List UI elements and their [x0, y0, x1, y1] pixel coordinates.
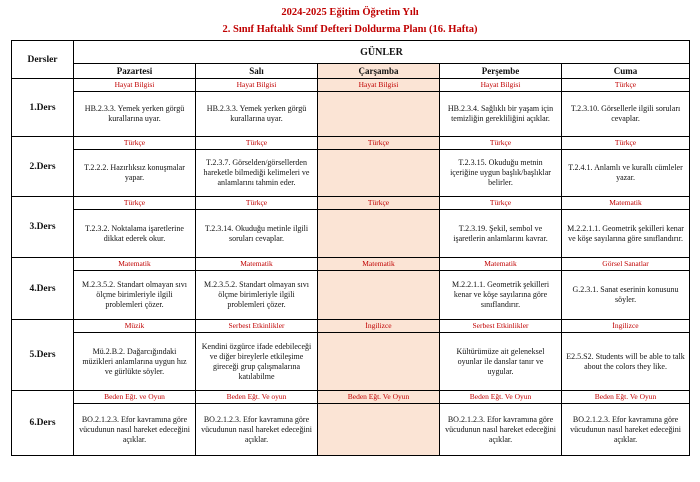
titles — [0, 0, 700, 36]
objective-text: G.2.3.1. Sanat eserinin konusunu söyler. — [572, 285, 679, 304]
objective-text: T.2.3.15. Okuduğu metnin içeriğine uygun başlık/başlıklar belirler. — [450, 158, 551, 187]
objective-text: HB.2.3.4. Sağlıklı bir yaşam için temizliğin gerekliliğini açıklar. — [447, 104, 554, 123]
lesson-label: 4.Ders — [12, 258, 74, 320]
gunler-header: GÜNLER — [74, 41, 690, 64]
subject-label: Matematik — [440, 258, 561, 271]
cell-tuesday — [196, 320, 318, 391]
objective-text: M.2.2.1.1. Geometrik şekilleri kenar ve köşe sayılarına göre sınıflandırır. — [567, 223, 684, 243]
cell-wednesday — [318, 137, 440, 197]
objective-text: HB.2.3.3. Yemek yerken görgü kurallarına uyar. — [84, 104, 185, 123]
objective-text: T.2.2.2. Hazırlıksız konuşmalar yapar. — [84, 163, 185, 182]
subject-label: Serbest Etkinlikler — [196, 320, 317, 333]
cell-monday — [74, 137, 196, 197]
objective-text — [318, 404, 439, 455]
cell-monday — [74, 258, 196, 320]
objective-text: HB.2.3.3. Yemek yerken görgü kurallarına uyar. — [206, 104, 307, 123]
cell-tuesday — [196, 137, 318, 197]
cell-tuesday — [196, 79, 318, 137]
subject-label: Beden Eğt. Ve Oyun — [562, 391, 689, 404]
subject-label: Hayat Bilgisi — [440, 79, 561, 92]
subject-label: Beden Eğt. Ve Oyun — [318, 391, 439, 404]
lesson-label: 5.Ders — [12, 320, 74, 391]
objective-text: Kendini özgürce ifade edebileceği ve diğer bireylerle etkileşime gireceği grup çalışmalarına katılabilme — [201, 341, 312, 381]
objective-text — [318, 210, 439, 257]
page-title: 2024-2025 Eğitim Öğretim Yılı — [281, 7, 419, 18]
cell-thursday — [440, 197, 562, 258]
subject-label: İngilizce — [562, 320, 689, 333]
objective-text: T.2.3.7. Görselden/görsellerden hareketle bilmediği kelimeleri ve anlamlarını tahmin eder. — [203, 158, 310, 187]
subject-label: Türkçe — [318, 197, 439, 210]
objective-text: BO.2.1.2.3. Efor kavramına göre vücudunun nasıl hareket edeceğini açıklar. — [79, 414, 190, 444]
cell-friday — [562, 197, 690, 258]
subject-label: Hayat Bilgisi — [318, 79, 439, 92]
objective-text — [318, 271, 439, 319]
cell-tuesday — [196, 258, 318, 320]
cell-thursday — [440, 320, 562, 391]
cell-thursday — [440, 391, 562, 456]
objective-text — [318, 92, 439, 136]
objective-text: T.2.3.14. Okuduğu metinle ilgili soruları cevaplar. — [204, 223, 309, 243]
cell-wednesday — [318, 79, 440, 137]
objective-text: M.2.3.5.2. Standart olmayan sıvı ölçme birimleriyle ilgili problemleri çözer. — [82, 280, 187, 309]
subject-label: Türkçe — [74, 137, 195, 150]
objective-text: T.2.3.2. Noktalama işaretlerine dikkat ederek okur. — [85, 223, 184, 243]
cell-wednesday — [318, 197, 440, 258]
objective-text: T.2.3.10. Görsellerle ilgili soruları cevaplar. — [570, 104, 681, 123]
lesson-row — [12, 79, 690, 137]
lesson-row — [12, 197, 690, 258]
cell-monday — [74, 79, 196, 137]
cell-thursday — [440, 79, 562, 137]
objective-text: T.2.4.1. Anlamlı ve kurallı cümleler yazar. — [568, 163, 683, 182]
lesson-row — [12, 258, 690, 320]
cell-friday — [562, 391, 690, 456]
schedule-table — [11, 40, 690, 456]
cell-friday — [562, 79, 690, 137]
subject-label: Beden Eğt. Ve oyun — [196, 391, 317, 404]
cell-tuesday — [196, 391, 318, 456]
day-tuesday: Salı — [196, 64, 318, 79]
lesson-label: 2.Ders — [12, 137, 74, 197]
subject-label: Serbest Etkinlikler — [440, 320, 561, 333]
cell-wednesday — [318, 320, 440, 391]
lesson-label: 6.Ders — [12, 391, 74, 456]
subject-label: Hayat Bilgisi — [196, 79, 317, 92]
cell-friday — [562, 320, 690, 391]
subject-label: Türkçe — [440, 137, 561, 150]
cell-thursday — [440, 137, 562, 197]
cell-tuesday — [196, 197, 318, 258]
cell-friday — [562, 137, 690, 197]
objective-text: BO.2.1.2.3. Efor kavramına göre vücudunun nasıl hareket edeceğini açıklar. — [201, 414, 312, 444]
subject-label: Beden Eğt. Ve Oyun — [440, 391, 561, 404]
day-monday: Pazartesi — [74, 64, 196, 79]
day-thursday: Perşembe — [440, 64, 562, 79]
objective-text: E2.5.S2. Students will be able to talk about the colors they like. — [566, 351, 685, 371]
lesson-label: 1.Ders — [12, 79, 74, 137]
subject-label: Müzik — [74, 320, 195, 333]
cell-wednesday — [318, 391, 440, 456]
subject-label: Türkçe — [562, 137, 689, 150]
page-subtitle: 2. Sınıf Haftalık Sınıf Defteri Doldurma Planı (16. Hafta) — [222, 24, 478, 35]
lesson-row — [12, 320, 690, 391]
cell-monday — [74, 320, 196, 391]
lesson-row — [12, 137, 690, 197]
cell-wednesday — [318, 258, 440, 320]
subject-label: Türkçe — [196, 137, 317, 150]
objective-text: Mü.2.B.2. Dağarcığındaki müzikleri anlamlarına uygun hız ve gürlükte söyler. — [82, 346, 187, 376]
cell-thursday — [440, 258, 562, 320]
lesson-row — [12, 391, 690, 456]
cell-monday — [74, 197, 196, 258]
cell-friday — [562, 258, 690, 320]
subject-label: Hayat Bilgisi — [74, 79, 195, 92]
objective-text: BO.2.1.2.3. Efor kavramına göre vücudunun nasıl hareket edeceğini açıklar. — [445, 414, 556, 444]
subject-label: İngilizce — [318, 320, 439, 333]
objective-text: M.2.3.5.2. Standart olmayan sıvı ölçme birimleriyle ilgili problemleri çözer. — [204, 280, 309, 309]
objective-text: T.2.3.19. Şekil, sembol ve işaretlerin anlamlarını kavrar. — [453, 223, 548, 243]
objective-text — [318, 150, 439, 196]
objective-text: Kültürümüze ait geleneksel oyunlar ile danslar tanır ve uygular. — [456, 346, 545, 376]
lesson-label: 3.Ders — [12, 197, 74, 258]
subject-label: Matematik — [196, 258, 317, 271]
subject-label: Matematik — [318, 258, 439, 271]
day-friday: Cuma — [562, 64, 690, 79]
objective-text: BO.2.1.2.3. Efor kavramına göre vücudunun nasıl hareket edeceğini açıklar. — [570, 414, 681, 444]
day-wednesday: Çarşamba — [318, 64, 440, 79]
cell-monday — [74, 391, 196, 456]
subject-label: Görsel Sanatlar — [562, 258, 689, 271]
subject-label: Türkçe — [318, 137, 439, 150]
subject-label: Türkçe — [440, 197, 561, 210]
objective-text: M.2.2.1.1. Geometrik şekilleri kenar ve köşe sayılarına göre sınıflandırır. — [451, 280, 550, 309]
subject-label: Beden Eğt. ve Oyun — [74, 391, 195, 404]
days-row — [12, 64, 690, 79]
subject-label: Türkçe — [196, 197, 317, 210]
subject-label: Türkçe — [74, 197, 195, 210]
subject-label: Türkçe — [562, 79, 689, 92]
subject-label: Matematik — [562, 197, 689, 210]
subject-label: Matematik — [74, 258, 195, 271]
dersler-header: Dersler — [12, 41, 74, 79]
objective-text — [318, 333, 439, 390]
